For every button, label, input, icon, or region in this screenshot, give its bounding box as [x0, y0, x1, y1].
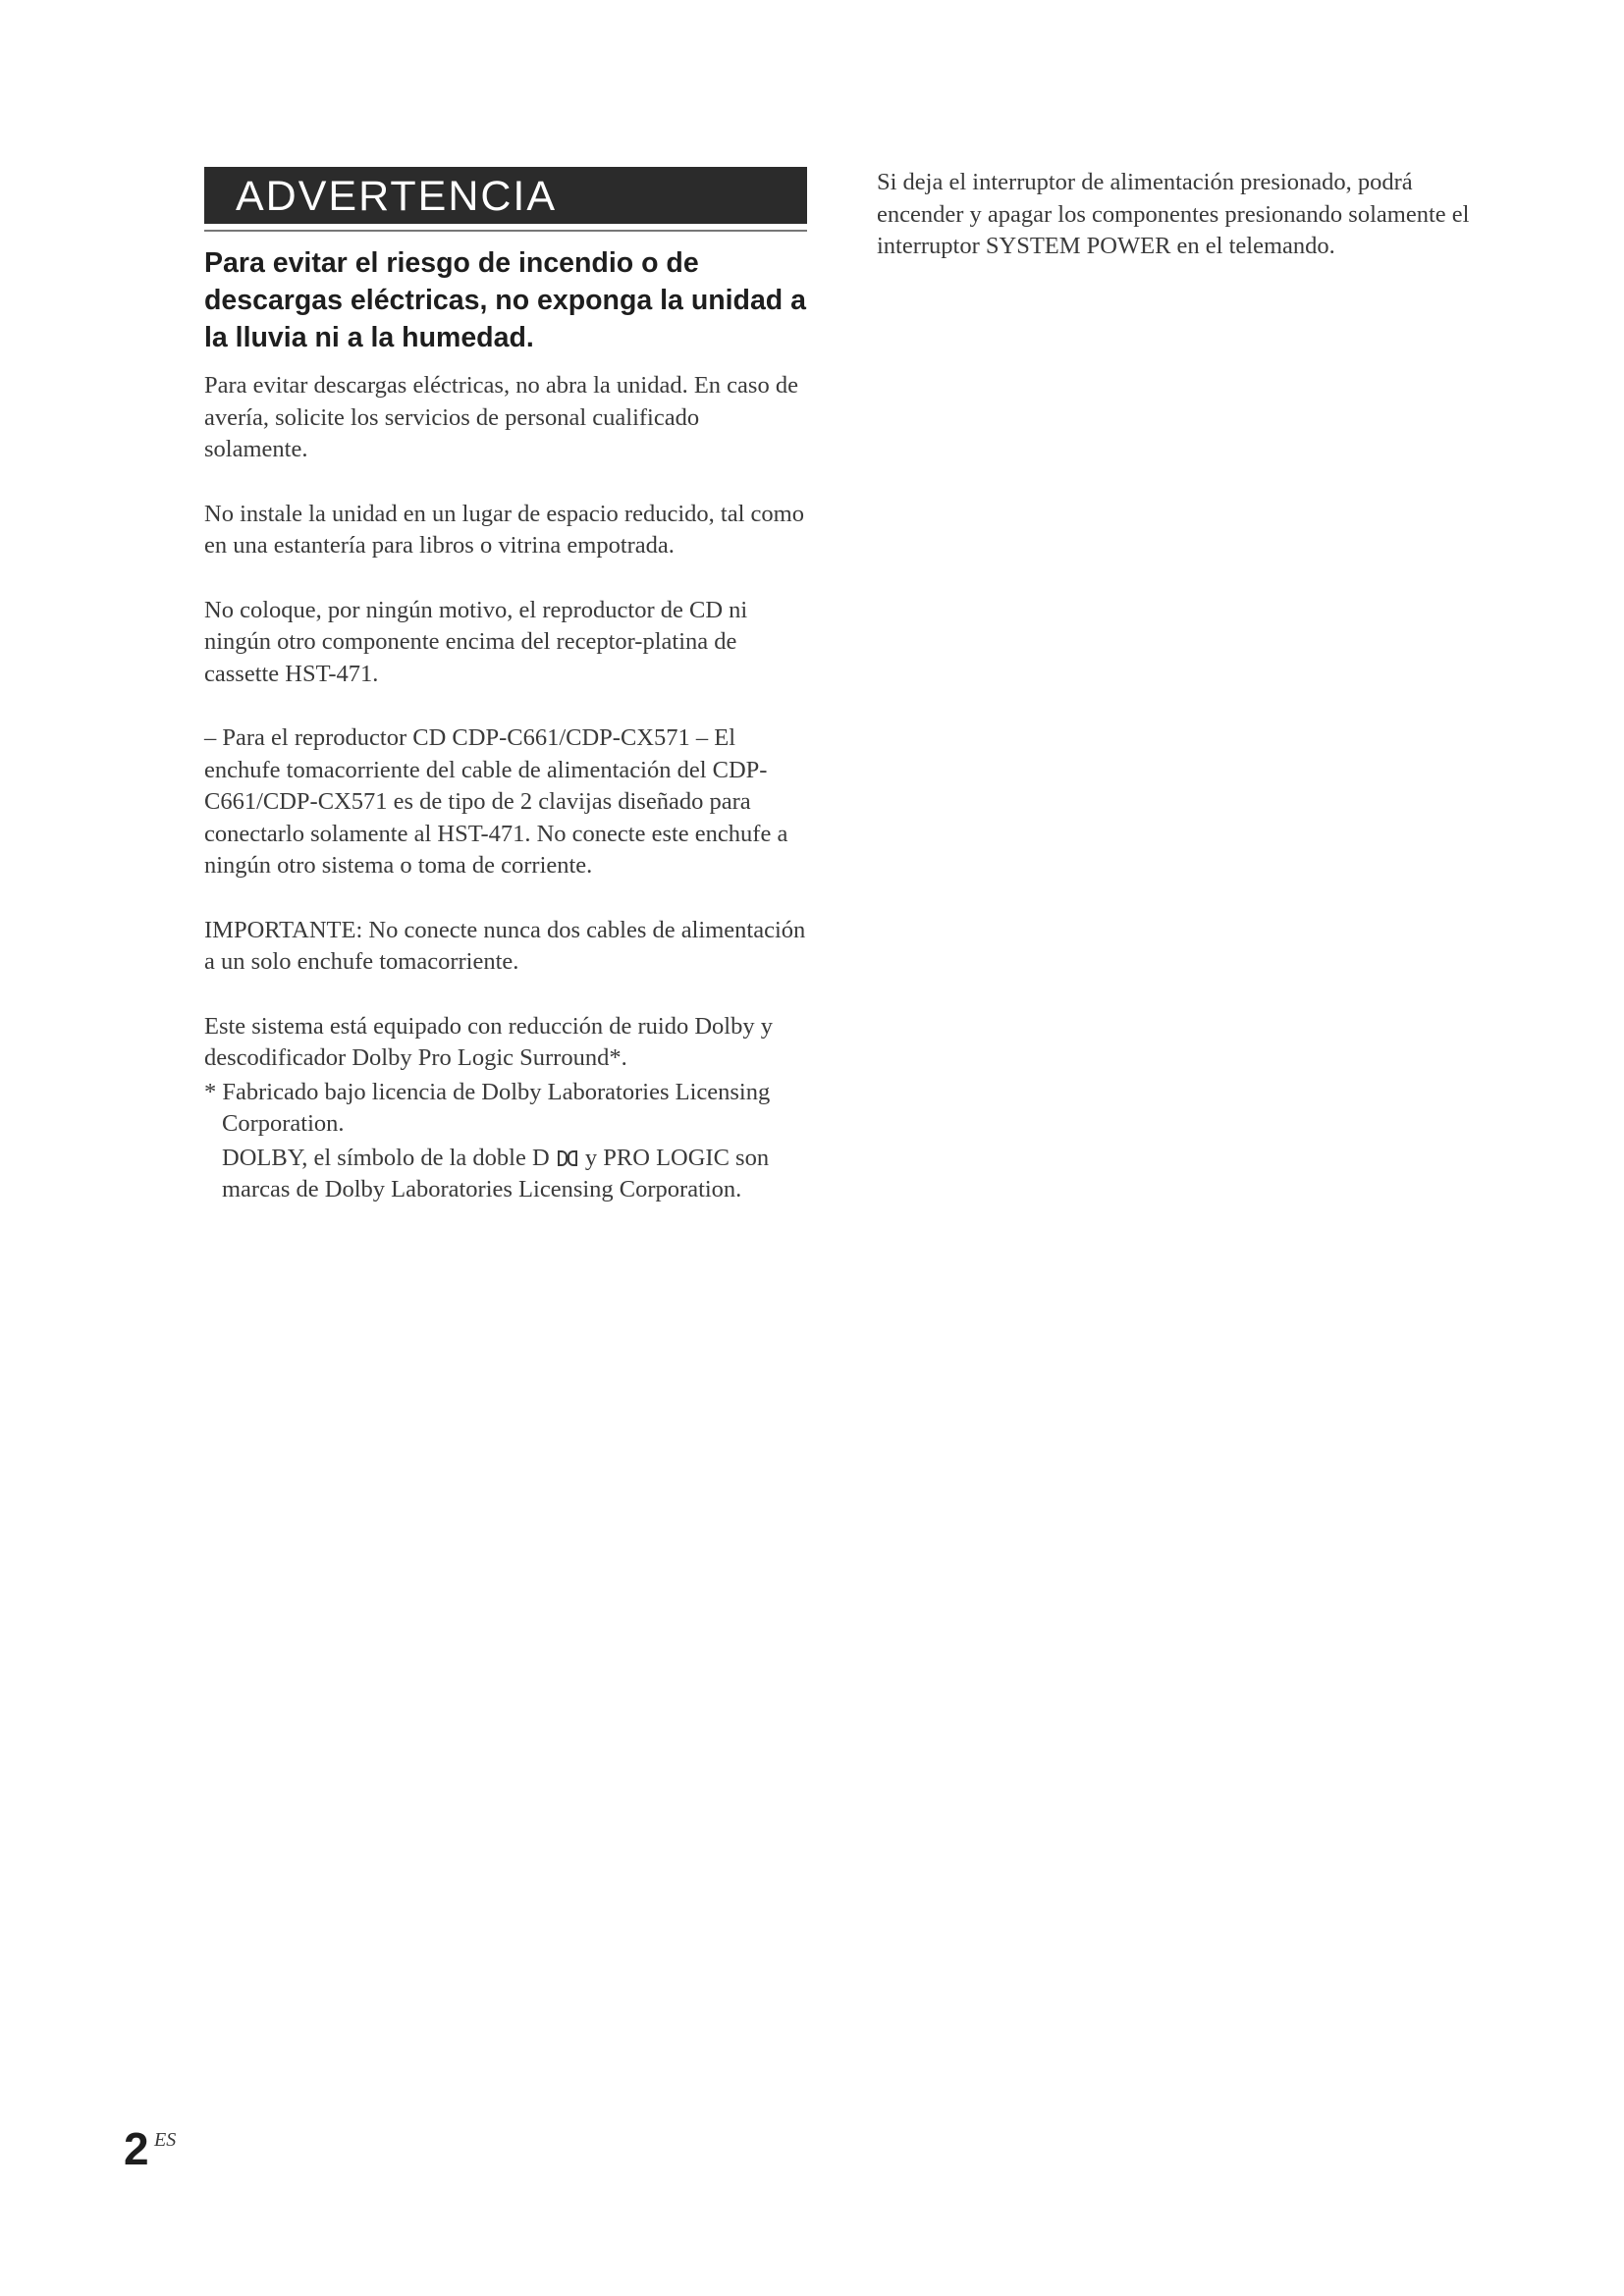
- footnote-marcas: [204, 1143, 807, 1206]
- paragraph-no-abrir: Para evitar descargas eléctricas, no abra la unidad. En caso de avería, solicite los servicios de personal cualificado solamente.: [204, 372, 798, 462]
- paragraph-reproductor-cd: – Para el reproductor CD CDP-C661/CDP-CX571 – El enchufe tomacorriente del cable de alimentación del CDP-C661/CDP-CX571 es de tipo de 2 clavijas diseñado para conectarlo solamente al HST-471. No conecte este enchufe a ningún otro sistema o toma de corriente.: [204, 724, 788, 879]
- footnote-marcas-text-end: y PRO LOGIC son marcas de Dolby Laboratories Licensing Corporation.: [222, 1144, 770, 1202]
- left-column: [204, 167, 807, 1206]
- banner-rule: [204, 230, 807, 232]
- footnote-marcas-text-start: DOLBY, el símbolo de la doble D: [222, 1144, 550, 1171]
- footnote-licencia: * Fabricado bajo licencia de Dolby Laboratories Licensing Corporation.: [204, 1078, 771, 1137]
- paragraph-instalacion: No instale la unidad en un lugar de espacio reducido, tal como en una estantería para libros o vitrina empotrada.: [204, 500, 804, 559]
- paragraph-dolby: Este sistema está equipado con reducción de ruido Dolby y descodificador Dolby Pro Logic Surround*.: [204, 1012, 773, 1071]
- paragraph-importante: IMPORTANTE: No conecte nunca dos cables de alimentación a un solo enchufe tomacorriente.: [204, 916, 806, 975]
- double-d-icon: [558, 1150, 577, 1166]
- paragraph-system-power: Si deja el interruptor de alimentación presionado, podrá encender y apagar los componentes presionando solamente el interruptor SYSTEM POWER en el telemando.: [877, 169, 1470, 259]
- paragraph-no-coloque: No coloque, por ningún motivo, el reproductor de CD ni ningún otro componente encima del receptor-platina de cassette HST-471.: [204, 596, 748, 687]
- page-language-suffix: ES: [154, 2129, 177, 2151]
- page-number: 2: [124, 2123, 149, 2174]
- warning-heading: Para evitar el riesgo de incendio o de descargas eléctricas, no exponga la unidad a la lluvia ni a la humedad.: [204, 247, 806, 353]
- warning-banner: ADVERTENCIA: [204, 167, 807, 224]
- right-column: [877, 167, 1476, 295]
